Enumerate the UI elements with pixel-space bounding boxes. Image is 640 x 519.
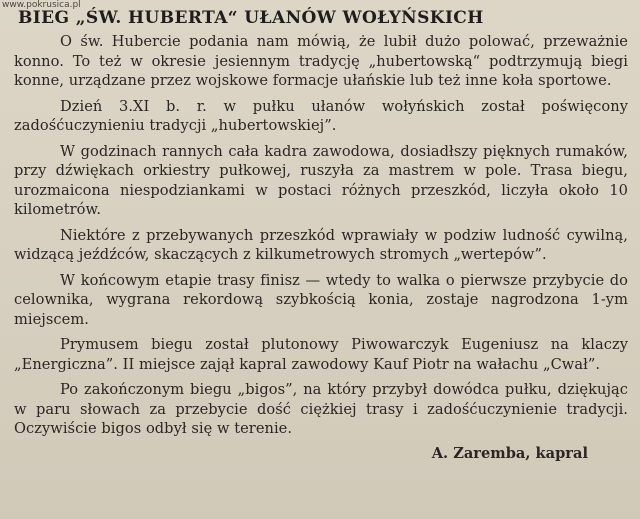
article-paragraph-5: W końcowym etapie trasy finisz — wtedy to walka o pierwsze przybycie do celownika, wygrana rekordową szybkością konia, zostaje nagrodzona 1-ym miejscem. [14, 271, 628, 328]
author-signature: A. Zaremba, kapral [431, 444, 588, 462]
article-paragraph-3: W godzinach rannych cała kadra zawodowa, dosiadłszy pięknych rumaków, przy dźwiękach orkiestry pułkowej, ruszyła za mastrem w pole. Trasa biegu, urozmaicona niespodziankami w postaci różnych przeszkód, liczyła około 10 kilometrów. [14, 142, 628, 218]
article-paragraph-6: Prymusem biegu został plutonowy Piwowarczyk Eugeniusz na klaczy „Energiczna”. II miejsce zajął kapral zawodowy Kauf Piotr na wałachu „Cwał”. [14, 336, 628, 373]
article-paragraph-7: Po zakończonym biegu „bigos”, na który przybył dowódca pułku, dziękując w paru słowach za przebycie dość ciężkiej trasy i zadośćuczynienie tradycji. Oczywiście bigos odbył się w terenie. [14, 381, 628, 437]
article-title: BIEG „ŚW. HUBERTA“ UŁANÓW WOŁYŃSKICH [18, 8, 484, 28]
source-watermark: www.pokrusica.pl [2, 0, 81, 10]
article-paragraph-2: Dzień 3.XI b. r. w pułku ułanów wołyńskich został poświęcony zadośćuczynieniu tradycji „hubertowskiej”. [14, 97, 628, 134]
article-paragraph-4: Niektóre z przebywanych przeszkód wprawiały w podziw ludność cywilną, widzącą jeźdźców, skaczących z kilkumetrowych stromych „wertepów”. [14, 226, 628, 263]
article-paragraph-1: O św. Hubercie podania nam mówią, że lubił dużo polować, przeważnie konno. To też w okresie jesiennym tradycję „hubertowską“ podtrzymują biegi konne, urządzane przez wojskowe formacje ułańskie lub też inne koła sportowe. [14, 33, 628, 89]
